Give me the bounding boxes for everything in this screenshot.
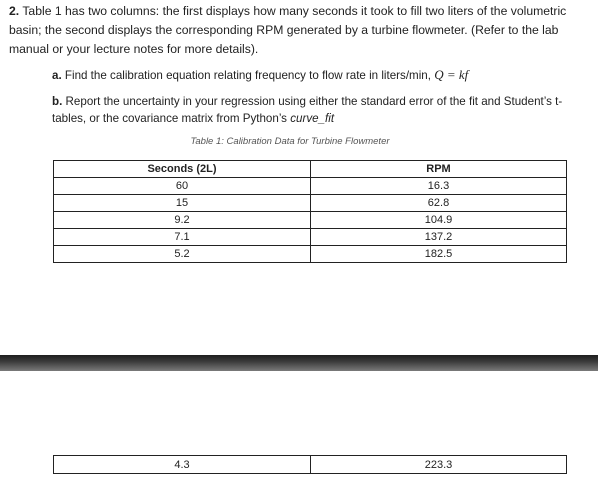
question-body: Table 1 has two columns: the first displays how many seconds it took to fill two liters of the volumetric basin; the second displays the corresponding RPM generated by a turbine flowmeter. (Refer to the lab manual or your lecture notes for more details).	[9, 4, 567, 56]
cell-seconds: 60	[54, 178, 311, 195]
table-caption: Table 1: Calibration Data for Turbine Flowmeter	[190, 136, 390, 147]
cell-rpm: 104.9	[311, 212, 567, 229]
calibration-table	[53, 160, 567, 263]
part-b-text: Report the uncertainty in your regression using either the standard error of the fit and Student’s t-tables, or the covariance matrix from Python’s	[52, 95, 563, 125]
header-rpm: RPM	[311, 161, 567, 178]
cell-seconds: 15	[54, 195, 311, 212]
cell-seconds: 9.2	[54, 212, 311, 229]
table-row	[54, 456, 567, 474]
cell-seconds: 5.2	[54, 246, 311, 263]
question-number: 2.	[9, 4, 20, 18]
cell-seconds: 7.1	[54, 229, 311, 246]
part-b-label: b.	[52, 95, 63, 108]
part-a-equation: Q = kf	[434, 67, 469, 82]
cell-rpm: 182.5	[311, 246, 567, 263]
page-break-bar	[0, 355, 598, 371]
cell-rpm: 223.3	[311, 456, 567, 474]
part-a-text: Find the calibration equation relating frequency to flow rate in liters/min,	[64, 69, 431, 82]
table-row	[54, 178, 567, 195]
table-row	[54, 246, 567, 263]
cell-rpm: 16.3	[311, 178, 567, 195]
cell-rpm: 137.2	[311, 229, 567, 246]
continued-table	[53, 455, 567, 474]
question-text	[9, 2, 589, 59]
table-row	[54, 195, 567, 212]
cell-seconds: 4.3	[54, 456, 311, 474]
cell-rpm: 62.8	[311, 195, 567, 212]
table-header-row	[54, 161, 567, 178]
table-row	[54, 229, 567, 246]
table-row	[54, 212, 567, 229]
part-b	[52, 93, 592, 127]
part-b-code: curve_fit	[290, 112, 335, 125]
header-seconds: Seconds (2L)	[54, 161, 311, 178]
part-a-label: a.	[52, 69, 62, 82]
part-a	[52, 66, 592, 84]
